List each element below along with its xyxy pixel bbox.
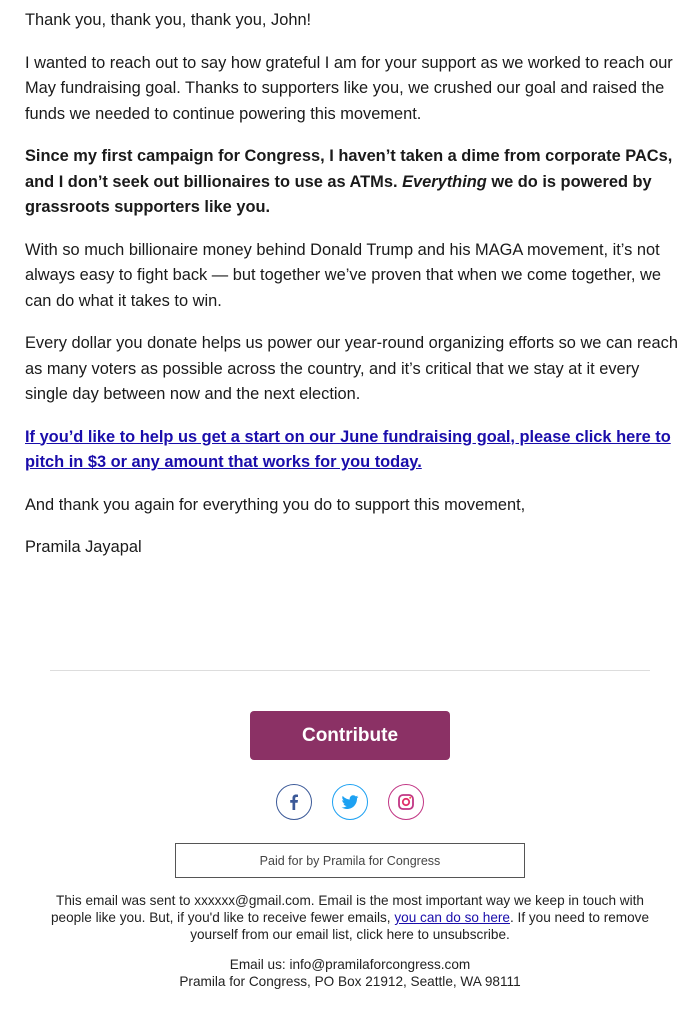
divider: [50, 670, 650, 671]
instagram-icon: [396, 792, 416, 812]
fewer-emails-link[interactable]: you can do so here: [394, 910, 510, 925]
footer-notice-text-a: This email was sent to xxxxxx@gmail.com. Email is the most important way we keep in touch with people like you. But, if you'd like to receive fewer emails,: [50, 893, 644, 925]
signature: Pramila Jayapal: [25, 538, 142, 556]
footer-notice: [40, 892, 660, 943]
instagram-link[interactable]: [388, 784, 424, 820]
paragraph-2-text-a: Since my first campaign for Congress, I haven’t taken a dime from corporate PACs, and I don’t seek out billionaires to use as ATMs.: [25, 147, 673, 191]
contribute-button[interactable]: Contribute: [250, 711, 450, 760]
donate-paragraph: [25, 425, 680, 476]
paragraph-2: [25, 144, 680, 221]
donate-link[interactable]: If you’d like to help us get a start on our June fundraising goal, please click here to pitch in $3 or any amount that works for you today.: [25, 427, 671, 471]
closing-line: And thank you again for everything you do to support this movement,: [25, 495, 526, 514]
paragraph-4: Every dollar you donate helps us power our year-round organizing efforts so we can reach as many voters as possible across the country, and it’s critical that we stay at it every single day between now and the next election.: [25, 334, 678, 403]
facebook-icon: [284, 792, 304, 812]
email-us: Email us: info@pramilaforcongress.com: [229, 957, 471, 972]
paragraph-1: I wanted to reach out to say how grateful I am for your support as we worked to reach our May fundraising goal. Thanks to supporters like you, we crushed our goal and raised the funds we needed to continue powering this movement.: [25, 53, 673, 123]
footer-notice-text-b: . If you need to remove yourself from our email list, click here to unsubscribe.: [190, 910, 650, 942]
mailing-address: Pramila for Congress, PO Box 21912, Seattle, WA 98111: [179, 974, 521, 989]
twitter-icon: [340, 792, 360, 812]
paid-for-box: Paid for by Pramila for Congress: [175, 843, 525, 878]
footer-contact: [40, 956, 660, 990]
twitter-link[interactable]: [332, 784, 368, 820]
email-body: [25, 8, 680, 578]
paragraph-3: With so much billionaire money behind Donald Trump and his MAGA movement, it’s not always easy to fight back — but together we’ve proven that when we come together, we can do what it takes to win.: [25, 240, 661, 310]
paragraph-2-text-b: we do is powered by grassroots supporters like you.: [25, 172, 652, 216]
paragraph-2-emphasis: Everything: [402, 172, 487, 191]
facebook-link[interactable]: [276, 784, 312, 820]
greeting: Thank you, thank you, thank you, John!: [25, 11, 312, 29]
